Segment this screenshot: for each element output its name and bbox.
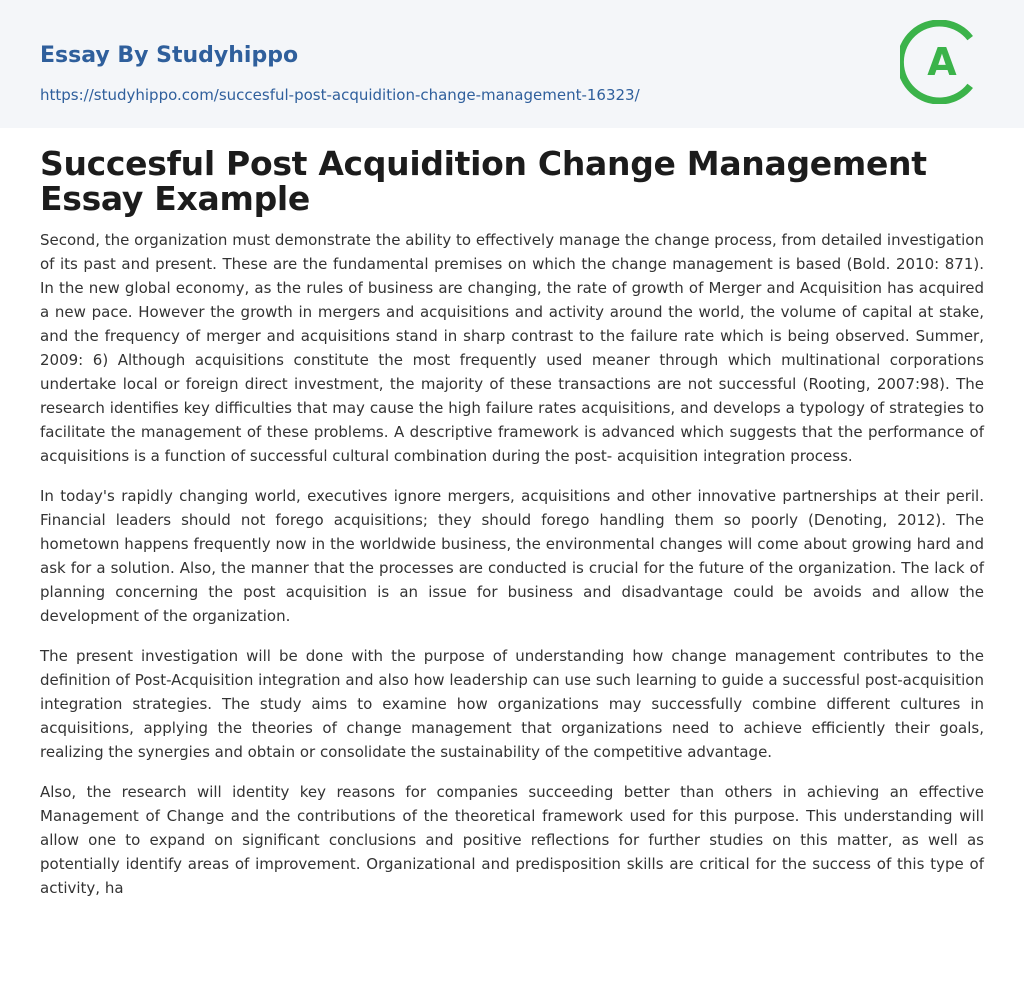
studyhippo-logo-icon[interactable] bbox=[900, 20, 984, 104]
logo-letter: A bbox=[927, 40, 957, 84]
article-paragraph-3: The present investigation will be done with the purpose of understanding how change management contributes to the definition of Post-Acquisition integration and also how leadership can use such learning to guide a successful post-acquisition integration strategies. The study aims to examine how organizations may successfully combine different cultures in acquisitions, applying the theories of change management that organizations need to achieve efficiently their goals, realizing the synergies and obtain or consolidate the sustainability of the competitive advantage. bbox=[40, 647, 984, 761]
article-paragraph-2: In today's rapidly changing world, executives ignore mergers, acquisitions and other innovative partnerships at their peril. Financial leaders should not forego acquisitions; they should forego handling them so poorly (Denoting, 2012). The hometown happens frequently now in the worldwide business, the environmental changes will come about growing hard and ask for a solution. Also, the manner that the processes are conducted is crucial for the future of the organization. The lack of planning concerning the post acquisition is an issue for business and disadvantage could be avoids and allow the development of the organization. bbox=[40, 487, 984, 625]
site-brand[interactable]: Essay By Studyhippo bbox=[40, 43, 299, 68]
page-title: Succesful Post Acquidition Change Management Essay Example bbox=[40, 144, 927, 218]
site-header bbox=[0, 0, 1024, 128]
essay-url-link[interactable]: https://studyhippo.com/succesful-post-acquidition-change-management-16323/ bbox=[40, 86, 640, 104]
article-paragraph-1: Second, the organization must demonstrate the ability to effectively manage the change process, from detailed investigation of its past and present. These are the fundamental premises on which the change management is based (Bold. 2010: 871). In the new global economy, as the rules of business are changing, the rate of growth of Merger and Acquisition has acquired a new pace. However the growth in mergers and acquisitions and activity around the world, the volume of capital at stake, and the frequency of merger and acquisitions stand in sharp contrast to the failure rate which is being observed. Summer, 2009: 6) Although acquisitions constitute the most frequently used meaner through which multinational corporations undertake local or foreign direct investment, the majority of these transactions are not successful (Rooting, 2007:98). The research identifies key difficulties that may cause the high failure rates acquisitions, and develops a typology of strategies to facilitate the management of these problems. A descriptive framework is advanced which suggests that the performance of acquisitions is a function of successful cultural combination during the post- acquisition integration process. bbox=[40, 231, 984, 465]
article bbox=[0, 128, 1024, 900]
article-paragraph-4: Also, the research will identity key reasons for companies succeeding better than others in achieving an effective Management of Change and the contributions of the theoretical framework used for this purpose. This understanding will allow one to expand on significant conclusions and positive reflections for further studies on this matter, as well as potentially identify areas of improvement. Organizational and predisposition skills are critical for the success of this type of activity, ha bbox=[40, 783, 984, 897]
